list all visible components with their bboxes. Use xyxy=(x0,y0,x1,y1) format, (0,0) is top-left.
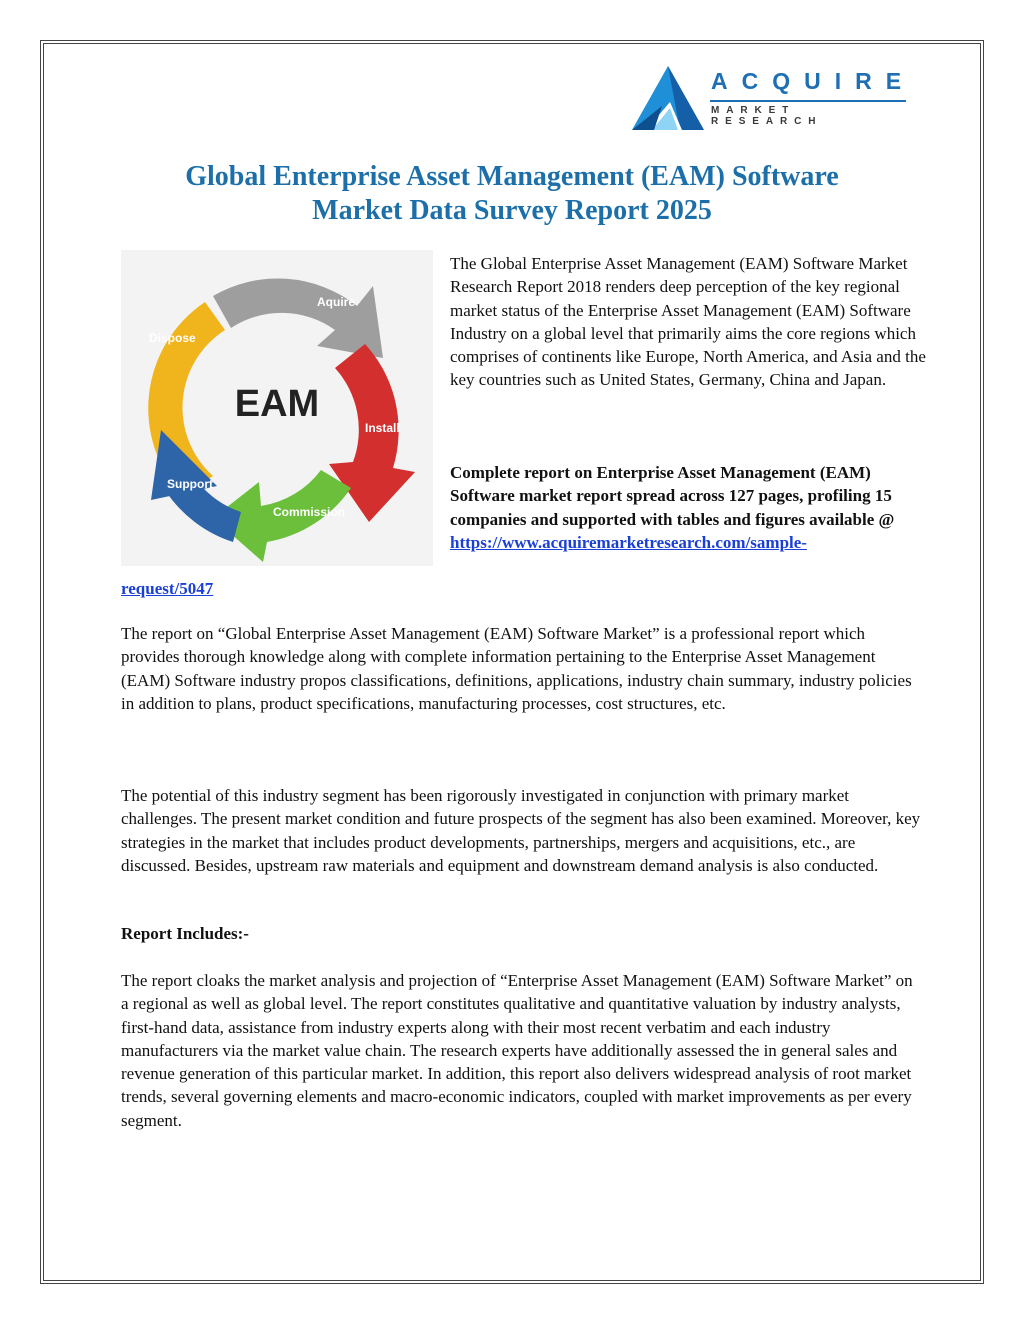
page-title-line-1: Global Enterprise Asset Management (EAM) Software xyxy=(185,161,839,192)
segment-label-support: Support xyxy=(167,477,213,491)
intro-paragraph xyxy=(450,252,930,392)
segment-label-commission: Commission xyxy=(273,505,346,519)
center-label-eam: EAM xyxy=(234,383,320,425)
logo-divider xyxy=(710,100,906,102)
paragraph-report-overview: The report on “Global Enterprise Asset Management (EAM) Software Market” is a professional report which provides thorough knowledge along with complete information pertaining to the Enterprise Asset Management (EAM) Software industry propos classifications, definitions, applications, industry chain summary, industry policies in addition to plans, product specifications, manufacturing processes, cost structures, etc. xyxy=(121,624,912,713)
company-logo xyxy=(632,64,916,134)
logo-word-acquire: ACQUIRE xyxy=(711,68,916,94)
intro-text: The Global Enterprise Asset Management (EAM) Software Market Research Report 2018 renders deep perception of the key regional market status of the Enterprise Asset Management (EAM) Software Industry on a global level that primarily aims the core regions which comprises of continents like Europe, North America, and Asia and the key countries such as United States, Germany, China and Japan. xyxy=(450,254,926,390)
segment-label-dispose: Dispose xyxy=(149,331,196,345)
page-title-line-2: Market Data Survey Report 2025 xyxy=(312,195,712,226)
segment-label-aquire: Aquire xyxy=(317,295,356,309)
report-includes-heading: Report Includes:- xyxy=(121,924,249,943)
complete-report-text: Complete report on Enterprise Asset Management (EAM) Software market report spread across 127 pages, profiling 15 companies and supported with tables and figures available @ xyxy=(450,463,895,529)
segment-label-install: Install xyxy=(365,421,400,435)
triangle-a-logo-icon xyxy=(632,64,708,134)
paragraph-report-includes: The report cloaks the market analysis and projection of “Enterprise Asset Management (EAM) Software Market” on a regional as well as global level. The report constitutes qualitative and quantitative valuation by industry analysts, first-hand data, assistance from industry experts along with their most recent verbatim and each industry manufacturers via the market value chain. The research experts have additionally assessed the in general sales and revenue generation of this particular market. In addition, this report also delivers widespread analysis of root market trends, several governing elements and macro-economic indicators, coupled with market improvements as per every segment. xyxy=(121,971,913,1130)
eam-lifecycle-graphic xyxy=(121,250,433,566)
complete-report-block xyxy=(450,461,930,554)
sample-request-link[interactable]: https://www.acquiremarketresearch.com/sample- xyxy=(450,532,807,552)
paragraph-industry-potential: The potential of this industry segment has been rigorously investigated in conjunction with primary market challenges. The present market condition and future prospects of the segment has also been examined. Moreover, key strategies in the market that includes product developments, partnerships, mergers and acquisitions, etc., are discussed. Besides, upstream raw materials and equipment and downstream demand analysis is also conducted. xyxy=(121,786,921,875)
logo-word-market-research: MARKET RESEARCH xyxy=(711,105,823,127)
sample-request-link-continued[interactable]: request/5047 xyxy=(121,579,214,598)
page-title xyxy=(100,160,924,228)
